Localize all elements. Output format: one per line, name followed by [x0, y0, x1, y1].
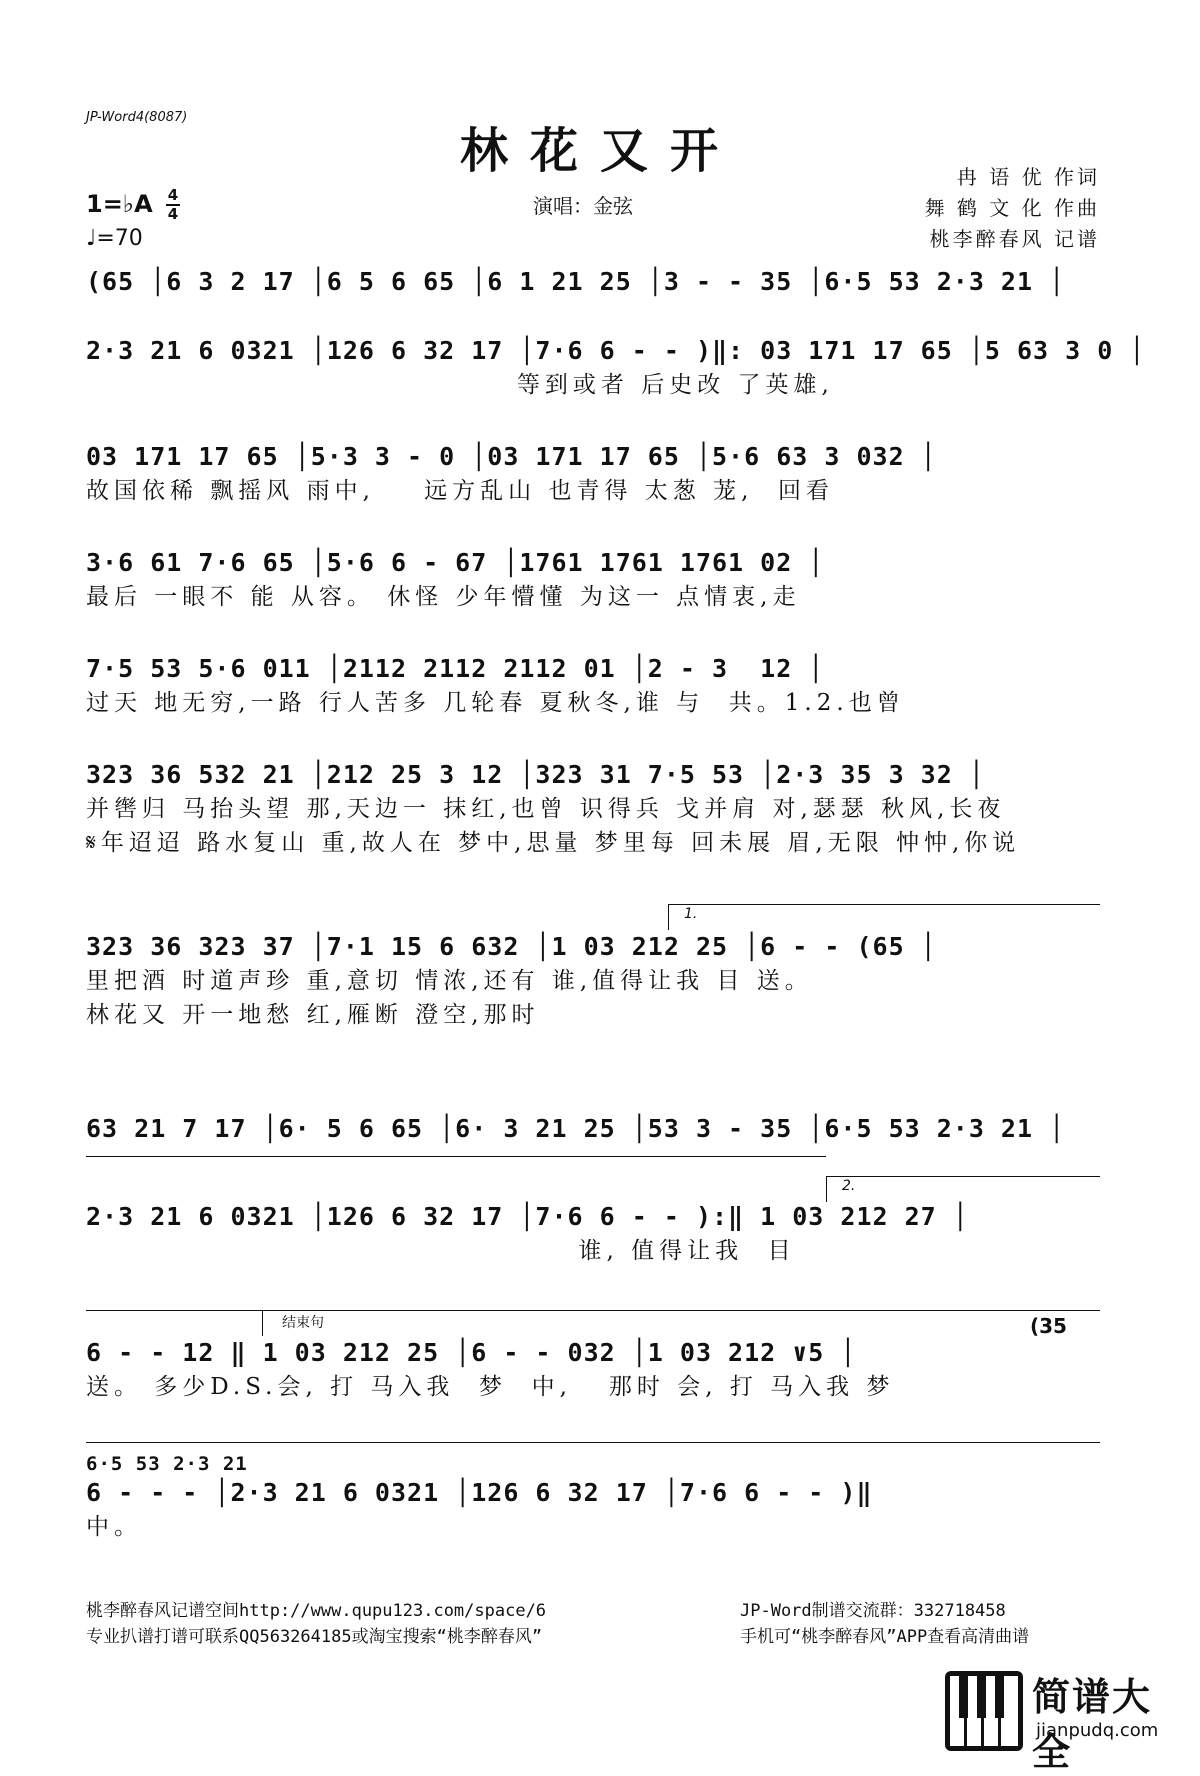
lyric-line-verse-2: 林花又 开一地愁 红,雁断 澄空,那时 [86, 1002, 540, 1028]
volta-1-bracket [668, 904, 669, 930]
software-label: JP-Word4(8087) [86, 110, 188, 125]
composer: 舞 鹤 文 化 作曲 [924, 196, 1100, 220]
notation-line: (65 │6 3 2 17 │6 5 6 65 │6 1 21 25 │3 - - 35 │6·5 53 2·3 21 │ [86, 267, 1066, 296]
lyric-line: 故国依稀 飘摇风 雨中, 远方乱山 也青得 太葱 茏, 回看 [86, 478, 835, 504]
footer-right [740, 1598, 1029, 1650]
lyric-line: 谁, 值得让我 目 [86, 1238, 796, 1264]
volta-1-line [668, 904, 1100, 905]
final-line [86, 1442, 1100, 1443]
credits [925, 162, 1100, 255]
system-9 [86, 1200, 1100, 1268]
volta-1-continuation [86, 1156, 826, 1157]
time-signature [166, 188, 180, 222]
system-11 [86, 1452, 1100, 1544]
notation-line: 323 36 323 37 │7·1 15 6 632 │1 03 212 25 │6 - - (65 │ [86, 932, 937, 961]
lyric-line: 过天 地无穷,一路 行人苦多 几轮春 夏秋冬,谁 与 共。1.2.也曾 [86, 690, 905, 716]
coda-bracket [262, 1310, 263, 1336]
page-title: 林花又开 [459, 123, 740, 179]
lyric-line: 并辔归 马抬头望 那,天边一 抹红,也曾 识得兵 戈并肩 对,瑟瑟 秋风,长夜 [86, 796, 1006, 822]
time-sig-top: 4 [167, 186, 179, 204]
grace-notes: (35 [1030, 1314, 1067, 1338]
time-sig-bottom: 4 [167, 205, 179, 223]
volta-1-label: 1. [684, 906, 698, 922]
notation-line: 3·6 61 7·6 65 │5·6 6 - 67 │1761 1761 1761 02 │ [86, 548, 825, 577]
system-8 [86, 1112, 1100, 1146]
notation-line: 03 171 17 65 │5·3 3 - 0 │03 171 17 65 │5·6 63 3 032 │ [86, 442, 937, 471]
upper-voice: 6·5 53 2·3 21 [86, 1453, 248, 1475]
key-signature: 1=♭A [86, 190, 153, 218]
system-4 [86, 546, 1100, 614]
system-7 [86, 930, 1100, 1032]
volta-2-line [826, 1176, 1100, 1177]
logo-name: 简谱大全 [1032, 1675, 1153, 1774]
footer-app: 手机可“桃李醉春风”APP查看高清曲谱 [740, 1627, 1030, 1647]
system-10 [86, 1336, 1100, 1404]
lyric-line-verse-2: 𝄋年迢迢 路水复山 重,故人在 梦中,思量 梦里每 回未展 眉,无限 忡忡,你说 [86, 830, 1021, 856]
lyric-line: 最后 一眼不 能 从容。 休怪 少年懵懂 为这一 点情衷,走 [86, 584, 801, 610]
tempo-marking: ♩=70 [86, 226, 143, 251]
site-logo [944, 1664, 1184, 1774]
system-3 [86, 440, 1100, 508]
system-6 [86, 758, 1100, 860]
ending-label: 结束句 [282, 1315, 324, 1331]
notation-line: 7·5 53 5·6 011 │2112 2112 2112 01 │2 - 3 12 │ [86, 654, 825, 683]
footer-group: JP-Word制谱交流群：332718458 [740, 1601, 1006, 1621]
volta-2-bracket [826, 1176, 827, 1202]
notation-line: 63 21 7 17 │6· 5 6 65 │6· 3 21 25 │53 3 - 35 │6·5 53 2·3 21 │ [86, 1114, 1066, 1143]
system-5 [86, 652, 1100, 720]
lyric-line: 等到或者 后史改 了英雄, [86, 372, 834, 398]
system-1 [86, 265, 1100, 299]
piano-keys-icon [944, 1670, 1024, 1752]
transcriber: 桃李醉春风 记谱 [929, 227, 1100, 251]
footer-contact: 专业扒谱打谱可联系QQ563264185或淘宝搜索“桃李醉春风” [86, 1627, 543, 1647]
system-2 [86, 334, 1146, 402]
volta-2-continuation [86, 1310, 262, 1311]
notation-line: 323 36 532 21 │212 25 3 12 │323 31 7·5 53 │2·3 35 3 32 │ [86, 760, 985, 789]
notation-line: 6 - - 12 ‖ 1 03 212 25 │6 - - 032 │1 03 212 ∨5 │ [86, 1338, 857, 1367]
lyric-line: 送。 多少D.S.会, 打 马入我 梦 中, 那时 会, 打 马入我 梦 [86, 1374, 895, 1400]
logo-url: jianpudq.com [1036, 1720, 1159, 1741]
volta-2-label: 2. [842, 1178, 856, 1194]
singer: 演唱：金弦 [533, 194, 633, 218]
footer-space-link: 桃李醉春风记谱空间http://www.qupu123.com/space/6 [86, 1601, 547, 1621]
footer-left [86, 1598, 546, 1650]
lyric-line: 里把酒 时道声珍 重,意切 情浓,还有 谁,值得让我 目 送。 [86, 968, 813, 994]
notation-line: 2·3 21 6 0321 │126 6 32 17 │7·6 6 - - )‖: 03 171 17 65 │5 63 3 0 │ [86, 336, 1146, 365]
notation-line: 2·3 21 6 0321 │126 6 32 17 │7·6 6 - - ):‖ 1 03 212 27 │ [86, 1202, 969, 1231]
coda-line [262, 1310, 1100, 1311]
notation-line: 6 - - - │2·3 21 6 0321 │126 6 32 17 │7·6 6 - - )‖ [86, 1478, 873, 1507]
lyricist: 冉 语 优 作词 [956, 165, 1100, 189]
lyric-line: 中。 [86, 1514, 142, 1540]
